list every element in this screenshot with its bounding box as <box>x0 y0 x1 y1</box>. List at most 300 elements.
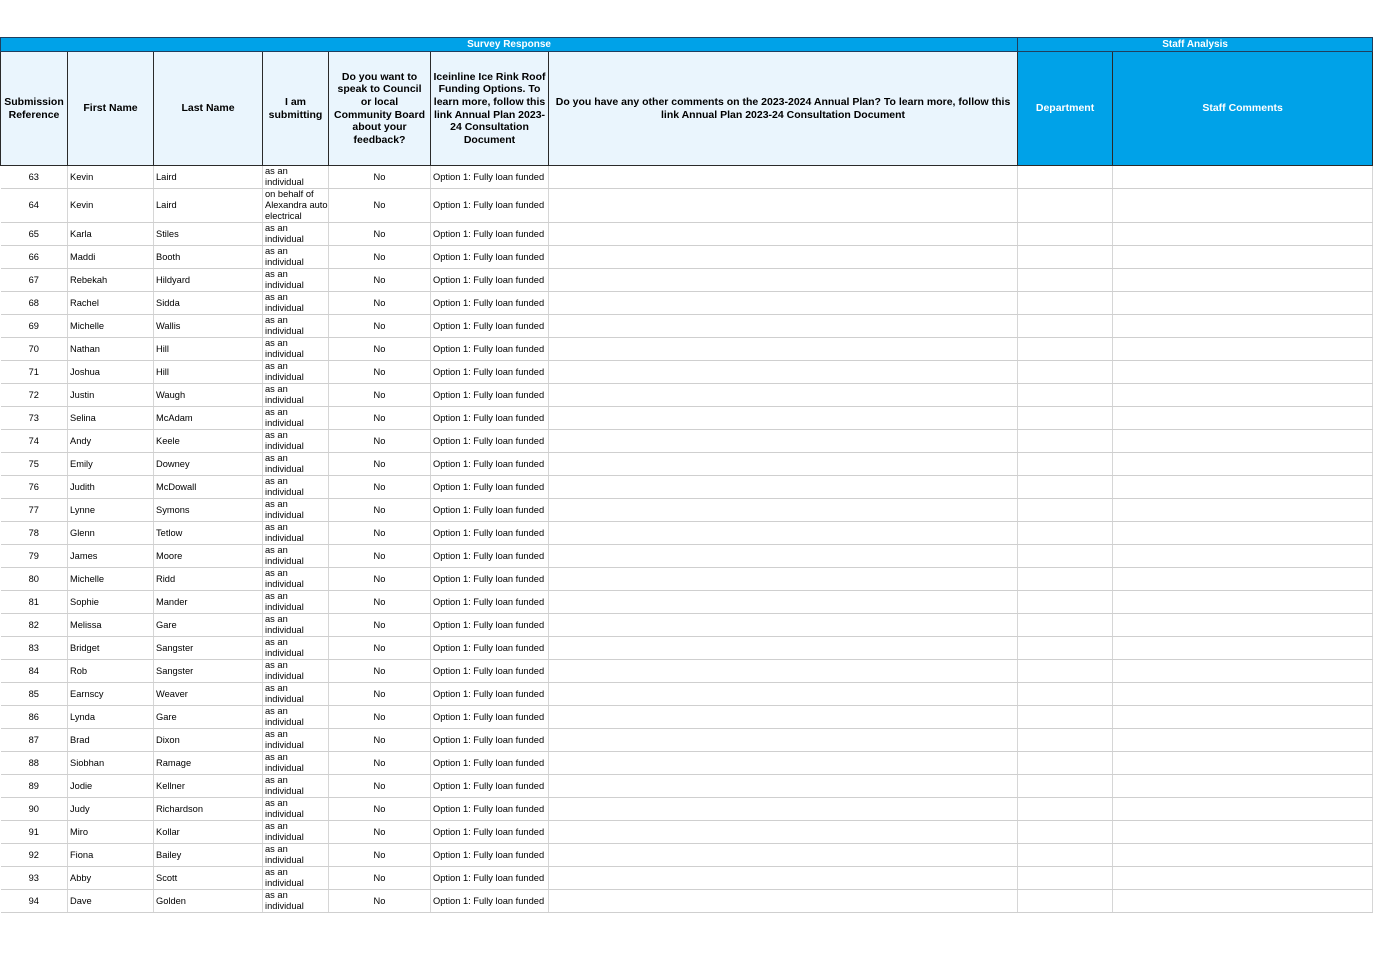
cell-speak-to-council[interactable]: No <box>329 867 431 890</box>
cell-roof-funding-option[interactable]: Option 1: Fully loan funded <box>431 890 549 913</box>
cell-speak-to-council[interactable]: No <box>329 775 431 798</box>
cell-staff-comments[interactable] <box>1113 844 1373 867</box>
cell-staff-comments[interactable] <box>1113 729 1373 752</box>
cell-staff-comments[interactable] <box>1113 591 1373 614</box>
cell-i-am-submitting[interactable]: as an individual <box>263 890 329 913</box>
cell-first-name[interactable]: Joshua <box>68 361 154 384</box>
cell-other-comments[interactable] <box>549 545 1018 568</box>
cell-first-name[interactable]: Glenn <box>68 522 154 545</box>
cell-first-name[interactable]: Rob <box>68 660 154 683</box>
cell-last-name[interactable]: Keele <box>154 430 263 453</box>
cell-i-am-submitting[interactable]: as an individual <box>263 775 329 798</box>
cell-first-name[interactable]: Lynda <box>68 706 154 729</box>
cell-i-am-submitting[interactable]: as an individual <box>263 798 329 821</box>
cell-department[interactable] <box>1018 683 1113 706</box>
cell-submission-reference[interactable]: 68 <box>1 292 68 315</box>
cell-speak-to-council[interactable]: No <box>329 430 431 453</box>
cell-i-am-submitting[interactable]: as an individual <box>263 522 329 545</box>
cell-roof-funding-option[interactable]: Option 1: Fully loan funded <box>431 499 549 522</box>
cell-submission-reference[interactable]: 67 <box>1 269 68 292</box>
cell-last-name[interactable]: Gare <box>154 706 263 729</box>
cell-department[interactable] <box>1018 246 1113 269</box>
cell-roof-funding-option[interactable]: Option 1: Fully loan funded <box>431 384 549 407</box>
cell-speak-to-council[interactable]: No <box>329 246 431 269</box>
cell-submission-reference[interactable]: 88 <box>1 752 68 775</box>
cell-roof-funding-option[interactable]: Option 1: Fully loan funded <box>431 867 549 890</box>
column-header-other-comments[interactable]: Do you have any other comments on the 2023-2024 Annual Plan? To learn more, follow this link Annual Plan 2023-24 Consultation Document <box>549 52 1018 166</box>
cell-i-am-submitting[interactable]: as an individual <box>263 637 329 660</box>
cell-other-comments[interactable] <box>549 476 1018 499</box>
cell-staff-comments[interactable] <box>1113 361 1373 384</box>
cell-first-name[interactable]: Emily <box>68 453 154 476</box>
cell-roof-funding-option[interactable]: Option 1: Fully loan funded <box>431 453 549 476</box>
cell-first-name[interactable]: Maddi <box>68 246 154 269</box>
cell-submission-reference[interactable]: 70 <box>1 338 68 361</box>
cell-staff-comments[interactable] <box>1113 522 1373 545</box>
cell-roof-funding-option[interactable]: Option 1: Fully loan funded <box>431 430 549 453</box>
cell-staff-comments[interactable] <box>1113 545 1373 568</box>
cell-speak-to-council[interactable]: No <box>329 361 431 384</box>
cell-i-am-submitting[interactable]: on behalf of Alexandra auto electrical <box>263 189 329 223</box>
cell-first-name[interactable]: Kevin <box>68 189 154 223</box>
cell-last-name[interactable]: Stiles <box>154 223 263 246</box>
cell-speak-to-council[interactable]: No <box>329 292 431 315</box>
cell-i-am-submitting[interactable]: as an individual <box>263 729 329 752</box>
cell-submission-reference[interactable]: 93 <box>1 867 68 890</box>
cell-other-comments[interactable] <box>549 591 1018 614</box>
cell-i-am-submitting[interactable]: as an individual <box>263 269 329 292</box>
cell-roof-funding-option[interactable]: Option 1: Fully loan funded <box>431 752 549 775</box>
cell-other-comments[interactable] <box>549 890 1018 913</box>
cell-department[interactable] <box>1018 729 1113 752</box>
cell-speak-to-council[interactable]: No <box>329 189 431 223</box>
cell-first-name[interactable]: Earnscy <box>68 683 154 706</box>
cell-department[interactable] <box>1018 568 1113 591</box>
cell-last-name[interactable]: Sangster <box>154 660 263 683</box>
cell-other-comments[interactable] <box>549 338 1018 361</box>
cell-first-name[interactable]: Rebekah <box>68 269 154 292</box>
cell-staff-comments[interactable] <box>1113 614 1373 637</box>
cell-speak-to-council[interactable]: No <box>329 683 431 706</box>
cell-first-name[interactable]: Michelle <box>68 568 154 591</box>
cell-i-am-submitting[interactable]: as an individual <box>263 683 329 706</box>
cell-submission-reference[interactable]: 85 <box>1 683 68 706</box>
cell-other-comments[interactable] <box>549 568 1018 591</box>
cell-roof-funding-option[interactable]: Option 1: Fully loan funded <box>431 545 549 568</box>
cell-department[interactable] <box>1018 890 1113 913</box>
cell-submission-reference[interactable]: 91 <box>1 821 68 844</box>
cell-submission-reference[interactable]: 81 <box>1 591 68 614</box>
cell-other-comments[interactable] <box>549 269 1018 292</box>
cell-i-am-submitting[interactable]: as an individual <box>263 476 329 499</box>
table-row <box>1 683 1373 706</box>
cell-other-comments[interactable] <box>549 430 1018 453</box>
cell-staff-comments[interactable] <box>1113 384 1373 407</box>
cell-other-comments[interactable] <box>549 683 1018 706</box>
cell-staff-comments[interactable] <box>1113 637 1373 660</box>
cell-other-comments[interactable] <box>549 637 1018 660</box>
cell-other-comments[interactable] <box>549 246 1018 269</box>
cell-roof-funding-option[interactable]: Option 1: Fully loan funded <box>431 338 549 361</box>
cell-submission-reference[interactable]: 79 <box>1 545 68 568</box>
cell-last-name[interactable]: Laird <box>154 166 263 189</box>
cell-department[interactable] <box>1018 614 1113 637</box>
cell-roof-funding-option[interactable]: Option 1: Fully loan funded <box>431 223 549 246</box>
cell-other-comments[interactable] <box>549 729 1018 752</box>
cell-speak-to-council[interactable]: No <box>329 568 431 591</box>
cell-roof-funding-option[interactable]: Option 1: Fully loan funded <box>431 706 549 729</box>
cell-roof-funding-option[interactable]: Option 1: Fully loan funded <box>431 614 549 637</box>
cell-last-name[interactable]: Sidda <box>154 292 263 315</box>
cell-speak-to-council[interactable]: No <box>329 637 431 660</box>
cell-department[interactable] <box>1018 315 1113 338</box>
cell-i-am-submitting[interactable]: as an individual <box>263 223 329 246</box>
cell-department[interactable] <box>1018 430 1113 453</box>
cell-staff-comments[interactable] <box>1113 752 1373 775</box>
cell-speak-to-council[interactable]: No <box>329 660 431 683</box>
column-header-first-name[interactable]: First Name <box>68 52 154 166</box>
cell-i-am-submitting[interactable]: as an individual <box>263 867 329 890</box>
cell-roof-funding-option[interactable]: Option 1: Fully loan funded <box>431 189 549 223</box>
cell-roof-funding-option[interactable]: Option 1: Fully loan funded <box>431 821 549 844</box>
cell-first-name[interactable]: Dave <box>68 890 154 913</box>
cell-staff-comments[interactable] <box>1113 683 1373 706</box>
cell-submission-reference[interactable]: 77 <box>1 499 68 522</box>
cell-last-name[interactable]: Ridd <box>154 568 263 591</box>
cell-submission-reference[interactable]: 76 <box>1 476 68 499</box>
cell-staff-comments[interactable] <box>1113 890 1373 913</box>
cell-submission-reference[interactable]: 82 <box>1 614 68 637</box>
cell-submission-reference[interactable]: 71 <box>1 361 68 384</box>
cell-last-name[interactable]: Hill <box>154 361 263 384</box>
cell-submission-reference[interactable]: 75 <box>1 453 68 476</box>
cell-department[interactable] <box>1018 660 1113 683</box>
cell-last-name[interactable]: Weaver <box>154 683 263 706</box>
cell-roof-funding-option[interactable]: Option 1: Fully loan funded <box>431 683 549 706</box>
cell-other-comments[interactable] <box>549 499 1018 522</box>
column-header-ice-rink-roof-funding[interactable]: Iceinline Ice Rink Roof Funding Options. To learn more, follow this link Annual Plan 2023-24 Consultation Document <box>431 52 549 166</box>
cell-submission-reference[interactable]: 89 <box>1 775 68 798</box>
cell-first-name[interactable]: Justin <box>68 384 154 407</box>
cell-staff-comments[interactable] <box>1113 269 1373 292</box>
cell-other-comments[interactable] <box>549 315 1018 338</box>
cell-i-am-submitting[interactable]: as an individual <box>263 591 329 614</box>
cell-department[interactable] <box>1018 338 1113 361</box>
cell-roof-funding-option[interactable]: Option 1: Fully loan funded <box>431 476 549 499</box>
cell-first-name[interactable]: Bridget <box>68 637 154 660</box>
cell-department[interactable] <box>1018 591 1113 614</box>
cell-submission-reference[interactable]: 78 <box>1 522 68 545</box>
cell-speak-to-council[interactable]: No <box>329 166 431 189</box>
cell-first-name[interactable]: Michelle <box>68 315 154 338</box>
cell-submission-reference[interactable]: 65 <box>1 223 68 246</box>
cell-department[interactable] <box>1018 706 1113 729</box>
column-header-speak-to-council[interactable]: Do you want to speak to Council or local Community Board about your feedback? <box>329 52 431 166</box>
cell-first-name[interactable]: James <box>68 545 154 568</box>
cell-speak-to-council[interactable]: No <box>329 752 431 775</box>
cell-last-name[interactable]: Hildyard <box>154 269 263 292</box>
cell-submission-reference[interactable]: 72 <box>1 384 68 407</box>
cell-submission-reference[interactable]: 87 <box>1 729 68 752</box>
cell-last-name[interactable]: Symons <box>154 499 263 522</box>
cell-other-comments[interactable] <box>549 384 1018 407</box>
cell-other-comments[interactable] <box>549 821 1018 844</box>
cell-other-comments[interactable] <box>549 223 1018 246</box>
cell-staff-comments[interactable] <box>1113 706 1373 729</box>
cell-department[interactable] <box>1018 453 1113 476</box>
cell-i-am-submitting[interactable]: as an individual <box>263 338 329 361</box>
cell-speak-to-council[interactable]: No <box>329 453 431 476</box>
cell-department[interactable] <box>1018 545 1113 568</box>
cell-last-name[interactable]: Golden <box>154 890 263 913</box>
cell-first-name[interactable]: Rachel <box>68 292 154 315</box>
cell-other-comments[interactable] <box>549 522 1018 545</box>
cell-department[interactable] <box>1018 189 1113 223</box>
cell-speak-to-council[interactable]: No <box>329 591 431 614</box>
cell-last-name[interactable]: McAdam <box>154 407 263 430</box>
cell-last-name[interactable]: Gare <box>154 614 263 637</box>
cell-other-comments[interactable] <box>549 614 1018 637</box>
cell-submission-reference[interactable]: 73 <box>1 407 68 430</box>
column-header-submission-reference[interactable]: Submission Reference <box>1 52 68 166</box>
cell-staff-comments[interactable] <box>1113 338 1373 361</box>
cell-submission-reference[interactable]: 83 <box>1 637 68 660</box>
cell-speak-to-council[interactable]: No <box>329 384 431 407</box>
cell-speak-to-council[interactable]: No <box>329 315 431 338</box>
cell-department[interactable] <box>1018 166 1113 189</box>
cell-staff-comments[interactable] <box>1113 430 1373 453</box>
cell-staff-comments[interactable] <box>1113 166 1373 189</box>
cell-department[interactable] <box>1018 384 1113 407</box>
cell-staff-comments[interactable] <box>1113 246 1373 269</box>
cell-first-name[interactable]: Andy <box>68 430 154 453</box>
cell-staff-comments[interactable] <box>1113 775 1373 798</box>
cell-first-name[interactable]: Judith <box>68 476 154 499</box>
cell-speak-to-council[interactable]: No <box>329 545 431 568</box>
cell-staff-comments[interactable] <box>1113 568 1373 591</box>
cell-roof-funding-option[interactable]: Option 1: Fully loan funded <box>431 798 549 821</box>
cell-other-comments[interactable] <box>549 453 1018 476</box>
column-header-staff-comments[interactable]: Staff Comments <box>1113 52 1373 166</box>
cell-speak-to-council[interactable]: No <box>329 844 431 867</box>
cell-i-am-submitting[interactable]: as an individual <box>263 166 329 189</box>
cell-staff-comments[interactable] <box>1113 660 1373 683</box>
cell-first-name[interactable]: Kevin <box>68 166 154 189</box>
column-header-i-am-submitting[interactable]: I am submitting <box>263 52 329 166</box>
cell-last-name[interactable]: Moore <box>154 545 263 568</box>
cell-i-am-submitting[interactable]: as an individual <box>263 453 329 476</box>
cell-speak-to-council[interactable]: No <box>329 614 431 637</box>
cell-department[interactable] <box>1018 407 1113 430</box>
cell-i-am-submitting[interactable]: as an individual <box>263 384 329 407</box>
cell-roof-funding-option[interactable]: Option 1: Fully loan funded <box>431 292 549 315</box>
cell-speak-to-council[interactable]: No <box>329 821 431 844</box>
cell-first-name[interactable]: Selina <box>68 407 154 430</box>
cell-i-am-submitting[interactable]: as an individual <box>263 614 329 637</box>
cell-roof-funding-option[interactable]: Option 1: Fully loan funded <box>431 166 549 189</box>
cell-i-am-submitting[interactable]: as an individual <box>263 568 329 591</box>
cell-roof-funding-option[interactable]: Option 1: Fully loan funded <box>431 844 549 867</box>
cell-i-am-submitting[interactable]: as an individual <box>263 821 329 844</box>
cell-last-name[interactable]: Downey <box>154 453 263 476</box>
cell-i-am-submitting[interactable]: as an individual <box>263 706 329 729</box>
cell-staff-comments[interactable] <box>1113 407 1373 430</box>
cell-last-name[interactable]: Kellner <box>154 775 263 798</box>
cell-staff-comments[interactable] <box>1113 499 1373 522</box>
cell-i-am-submitting[interactable]: as an individual <box>263 407 329 430</box>
cell-staff-comments[interactable] <box>1113 223 1373 246</box>
cell-submission-reference[interactable]: 64 <box>1 189 68 223</box>
cell-roof-funding-option[interactable]: Option 1: Fully loan funded <box>431 407 549 430</box>
cell-department[interactable] <box>1018 775 1113 798</box>
cell-staff-comments[interactable] <box>1113 798 1373 821</box>
column-header-last-name[interactable]: Last Name <box>154 52 263 166</box>
cell-department[interactable] <box>1018 637 1113 660</box>
cell-department[interactable] <box>1018 867 1113 890</box>
cell-department[interactable] <box>1018 798 1113 821</box>
cell-speak-to-council[interactable]: No <box>329 522 431 545</box>
cell-last-name[interactable]: Waugh <box>154 384 263 407</box>
cell-speak-to-council[interactable]: No <box>329 407 431 430</box>
cell-other-comments[interactable] <box>549 752 1018 775</box>
column-header-department[interactable]: Department <box>1018 52 1113 166</box>
cell-submission-reference[interactable]: 66 <box>1 246 68 269</box>
cell-department[interactable] <box>1018 269 1113 292</box>
cell-first-name[interactable]: Judy <box>68 798 154 821</box>
cell-submission-reference[interactable]: 90 <box>1 798 68 821</box>
cell-other-comments[interactable] <box>549 775 1018 798</box>
cell-speak-to-council[interactable]: No <box>329 269 431 292</box>
cell-submission-reference[interactable]: 74 <box>1 430 68 453</box>
cell-other-comments[interactable] <box>549 867 1018 890</box>
cell-speak-to-council[interactable]: No <box>329 706 431 729</box>
cell-first-name[interactable]: Karla <box>68 223 154 246</box>
cell-submission-reference[interactable]: 86 <box>1 706 68 729</box>
cell-i-am-submitting[interactable]: as an individual <box>263 844 329 867</box>
cell-other-comments[interactable] <box>549 292 1018 315</box>
survey-response-group-header: Survey Response <box>1 38 1018 52</box>
cell-last-name[interactable]: Tetlow <box>154 522 263 545</box>
cell-department[interactable] <box>1018 223 1113 246</box>
cell-speak-to-council[interactable]: No <box>329 223 431 246</box>
cell-last-name[interactable]: Ramage <box>154 752 263 775</box>
cell-last-name[interactable]: Dixon <box>154 729 263 752</box>
cell-speak-to-council[interactable]: No <box>329 499 431 522</box>
cell-last-name[interactable]: Scott <box>154 867 263 890</box>
cell-department[interactable] <box>1018 821 1113 844</box>
cell-roof-funding-option[interactable]: Option 1: Fully loan funded <box>431 269 549 292</box>
cell-staff-comments[interactable] <box>1113 453 1373 476</box>
cell-department[interactable] <box>1018 844 1113 867</box>
cell-staff-comments[interactable] <box>1113 315 1373 338</box>
cell-i-am-submitting[interactable]: as an individual <box>263 246 329 269</box>
cell-department[interactable] <box>1018 752 1113 775</box>
cell-i-am-submitting[interactable]: as an individual <box>263 545 329 568</box>
cell-first-name[interactable]: Nathan <box>68 338 154 361</box>
cell-staff-comments[interactable] <box>1113 189 1373 223</box>
cell-first-name[interactable]: Melissa <box>68 614 154 637</box>
cell-last-name[interactable]: Wallis <box>154 315 263 338</box>
cell-other-comments[interactable] <box>549 660 1018 683</box>
cell-last-name[interactable]: Mander <box>154 591 263 614</box>
cell-first-name[interactable]: Fiona <box>68 844 154 867</box>
cell-first-name[interactable]: Sophie <box>68 591 154 614</box>
cell-speak-to-council[interactable]: No <box>329 338 431 361</box>
cell-submission-reference[interactable]: 92 <box>1 844 68 867</box>
cell-staff-comments[interactable] <box>1113 292 1373 315</box>
cell-roof-funding-option[interactable]: Option 1: Fully loan funded <box>431 315 549 338</box>
cell-other-comments[interactable] <box>549 706 1018 729</box>
cell-first-name[interactable]: Siobhan <box>68 752 154 775</box>
cell-first-name[interactable]: Lynne <box>68 499 154 522</box>
cell-speak-to-council[interactable]: No <box>329 890 431 913</box>
cell-submission-reference[interactable]: 63 <box>1 166 68 189</box>
cell-roof-funding-option[interactable]: Option 1: Fully loan funded <box>431 591 549 614</box>
cell-other-comments[interactable] <box>549 407 1018 430</box>
cell-other-comments[interactable] <box>549 189 1018 223</box>
cell-first-name[interactable]: Abby <box>68 867 154 890</box>
cell-roof-funding-option[interactable]: Option 1: Fully loan funded <box>431 637 549 660</box>
cell-i-am-submitting[interactable]: as an individual <box>263 660 329 683</box>
cell-roof-funding-option[interactable]: Option 1: Fully loan funded <box>431 522 549 545</box>
cell-department[interactable] <box>1018 522 1113 545</box>
cell-i-am-submitting[interactable]: as an individual <box>263 292 329 315</box>
cell-submission-reference[interactable]: 84 <box>1 660 68 683</box>
cell-roof-funding-option[interactable]: Option 1: Fully loan funded <box>431 660 549 683</box>
cell-department[interactable] <box>1018 476 1113 499</box>
cell-roof-funding-option[interactable]: Option 1: Fully loan funded <box>431 775 549 798</box>
cell-last-name[interactable]: Kollar <box>154 821 263 844</box>
cell-staff-comments[interactable] <box>1113 867 1373 890</box>
cell-staff-comments[interactable] <box>1113 476 1373 499</box>
cell-other-comments[interactable] <box>549 166 1018 189</box>
cell-last-name[interactable]: Booth <box>154 246 263 269</box>
cell-submission-reference[interactable]: 80 <box>1 568 68 591</box>
cell-submission-reference[interactable]: 94 <box>1 890 68 913</box>
cell-i-am-submitting[interactable]: as an individual <box>263 430 329 453</box>
cell-last-name[interactable]: Richardson <box>154 798 263 821</box>
cell-i-am-submitting[interactable]: as an individual <box>263 361 329 384</box>
cell-first-name[interactable]: Brad <box>68 729 154 752</box>
cell-other-comments[interactable] <box>549 361 1018 384</box>
cell-speak-to-council[interactable]: No <box>329 729 431 752</box>
cell-roof-funding-option[interactable]: Option 1: Fully loan funded <box>431 568 549 591</box>
cell-roof-funding-option[interactable]: Option 1: Fully loan funded <box>431 246 549 269</box>
cell-last-name[interactable]: McDowall <box>154 476 263 499</box>
cell-roof-funding-option[interactable]: Option 1: Fully loan funded <box>431 729 549 752</box>
cell-last-name[interactable]: Hill <box>154 338 263 361</box>
cell-other-comments[interactable] <box>549 844 1018 867</box>
cell-staff-comments[interactable] <box>1113 821 1373 844</box>
cell-last-name[interactable]: Laird <box>154 189 263 223</box>
cell-first-name[interactable]: Miro <box>68 821 154 844</box>
cell-submission-reference[interactable]: 69 <box>1 315 68 338</box>
cell-i-am-submitting[interactable]: as an individual <box>263 315 329 338</box>
cell-department[interactable] <box>1018 292 1113 315</box>
cell-roof-funding-option[interactable]: Option 1: Fully loan funded <box>431 361 549 384</box>
cell-last-name[interactable]: Bailey <box>154 844 263 867</box>
cell-i-am-submitting[interactable]: as an individual <box>263 752 329 775</box>
table-row <box>1 338 1373 361</box>
cell-i-am-submitting[interactable]: as an individual <box>263 499 329 522</box>
cell-speak-to-council[interactable]: No <box>329 476 431 499</box>
cell-first-name[interactable]: Jodie <box>68 775 154 798</box>
cell-department[interactable] <box>1018 499 1113 522</box>
cell-speak-to-council[interactable]: No <box>329 798 431 821</box>
cell-last-name[interactable]: Sangster <box>154 637 263 660</box>
cell-department[interactable] <box>1018 361 1113 384</box>
cell-other-comments[interactable] <box>549 798 1018 821</box>
